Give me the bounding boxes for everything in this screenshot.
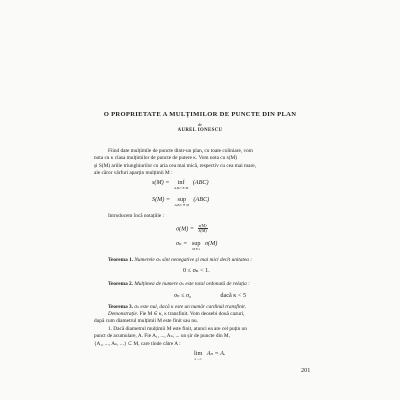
equation-lhs: σₙ = [176,240,188,247]
theorem-2-formula [174,292,246,299]
equation-operator-block [192,240,201,251]
proof-line: după cum diametrul mulțimii M este finit sau nu. [94,318,199,325]
intro-line: nota cu κ clasa mulțimilor de puncte de putere κ. Vom nota cu s(M) [94,155,237,162]
theorem-statement: σₙ este nul, dacă κ este un număr cardinal transfinit. [134,304,247,310]
fraction-denominator: S(M) [198,228,207,234]
intro-line: Fiind date mulțimile de puncte dintr-un plan, cu toate coliniare, vom [108,148,253,154]
proof-label: Demonstrație. [108,311,139,317]
equation-operator-block [194,350,202,361]
equation-lhs: S(M) = [152,196,171,203]
equation-sigma-n [176,240,217,251]
page-number: 201 [301,367,311,374]
equation-operator: inf [177,179,185,186]
intro-line: și S(M) ariile triunghiurilor cu aria cea mai mică, respectiv cu cea mai mare, [94,162,256,169]
intro-paragraph [94,148,326,178]
equation-operator-block [175,196,189,207]
fraction [198,224,208,234]
equation-rhs: (ABC) [193,196,210,203]
equation-operator-block [174,179,188,190]
equation-lhs: σ(M) = [176,225,195,233]
equation-S [152,196,209,207]
equation-s [152,179,209,190]
equation-rhs: Aₙ = A. [206,350,226,357]
equation-rhs: σ(M) [205,240,218,247]
theorem-statement: Numerele σₙ sînt nenegative și mai mici decît unitatea : [134,257,253,263]
proof-text: Fie M ∈ κ, κ transfinit. Vom deosebi două cazuri, [139,311,245,317]
theorem-1 [108,257,252,263]
equation-subscript: M ∈ κ [192,247,201,251]
article-title: O PROPRIETATE A MULȚIMILOR DE PUNCTE DIN PLAN [103,111,297,118]
equation-operator: sup [191,240,201,247]
theorem-label: Teorema 1. [108,257,134,263]
proof-line: punct de acumulare, A. Fie A₁, ..., Aₙ, ... un șir de puncte din M, [94,333,230,340]
notation-intro: Introducem încă notațiile : [108,213,165,219]
formula-left: σₙ ≤ σ₀ [174,292,192,299]
theorem-label: Teorema 3. [108,304,134,310]
intro-line: ale căror vârfuri aparțin mulțimii M : [94,170,173,177]
proof-line: 1. Dacă diametrul mulțimii M este finit, atunci ea are cel puțin un [108,325,247,332]
equation-limit [194,350,225,361]
theorem-2 [108,281,250,287]
equation-operator: lim [194,350,203,357]
proof-paragraph [94,311,326,348]
author-name: AUREL IONESCU [177,128,223,133]
equation-rhs: (ABC) [192,179,209,186]
equation-operator: sup [177,196,187,203]
equation-subscript: A,B,C ∈ M [173,186,189,190]
proof-line: {A₁, ..., Aₙ, ...} ⊂ M, care tinde către A : [94,340,181,347]
fraction-numerator: s(M) [198,223,207,228]
theorem-3 [108,304,246,310]
formula-right: dacă κ < 5 [220,292,247,299]
theorem-statement: Mulțimea de numere σₙ este total ordonată de relația : [134,281,250,287]
equation-sigma [176,224,208,234]
equation-subscript: A,B,C ∈ M [174,203,189,207]
equation-lhs: s(M) = [152,179,170,186]
author-prefix: de [197,122,203,127]
theorem-1-formula: 0 ≤ σₙ < 1. [183,267,210,274]
theorem-label: Teorema 2. [108,281,134,287]
equation-subscript: n→∞ [194,357,202,361]
